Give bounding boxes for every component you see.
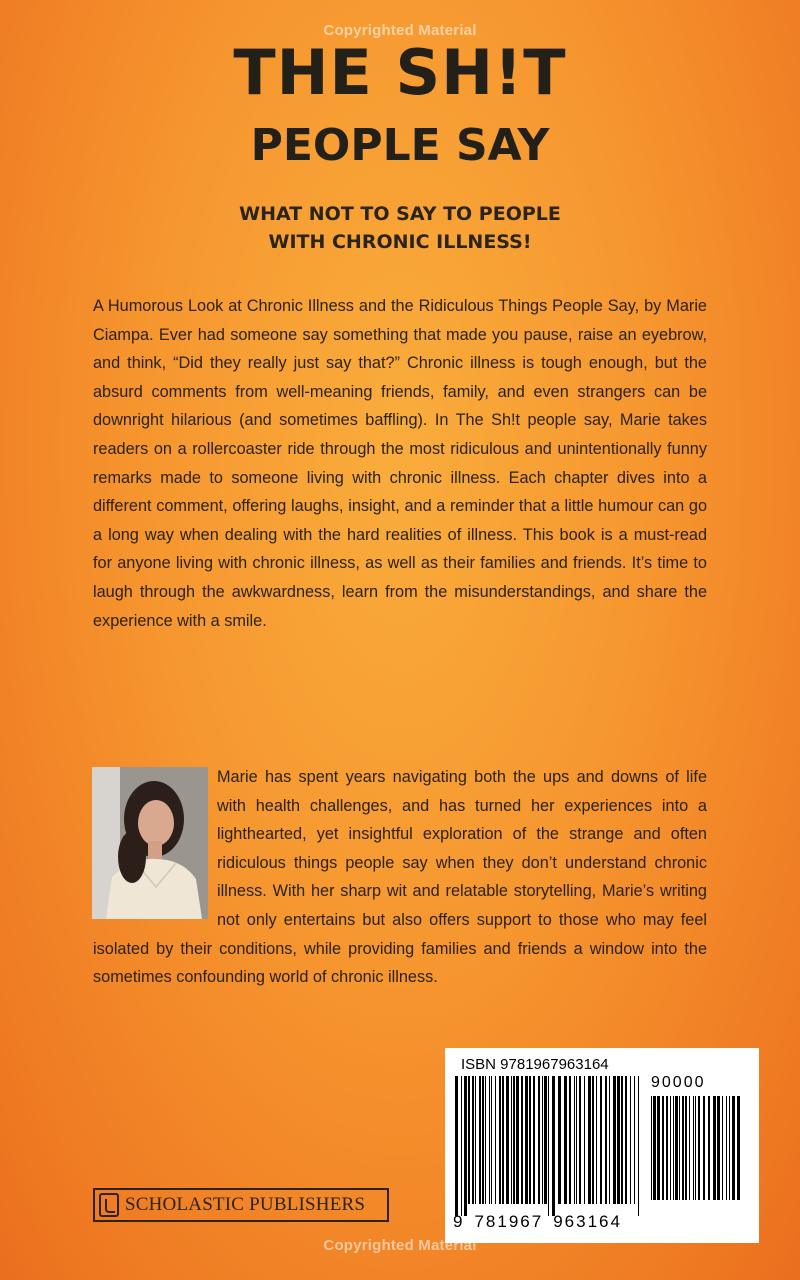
- barcode-bar: [638, 1076, 639, 1216]
- barcode-bar: [666, 1096, 668, 1200]
- subtitle-line-1: WHAT NOT TO SAY TO PEOPLE: [239, 203, 561, 225]
- barcode-bar: [689, 1096, 690, 1200]
- barcode-bar: [558, 1076, 561, 1204]
- barcode-bar: [499, 1076, 501, 1204]
- barcode-bar: [713, 1096, 716, 1200]
- barcode-bar: [482, 1076, 484, 1204]
- barcode-bar: [584, 1076, 585, 1204]
- publisher-name: SCHOLASTIC PUBLISHERS: [125, 1194, 366, 1215]
- barcode-bar: [634, 1076, 635, 1204]
- barcode-bar: [472, 1076, 474, 1204]
- barcode-bar: [662, 1096, 664, 1200]
- barcode-bar: [726, 1096, 727, 1200]
- author-bio-text: Marie has spent years navigating both the ups and downs of life with health challenges, and has turned her experiences into a lighthearted, yet insightful exploration of the strange and often ridiculous things people say when they don’t understand chronic illness. With her sharp wit and relatable storytelling, Marie’s writing not only entertains but also offers support to those who may feel isolated by their conditions, while providing families and friends a window into the sometimes confounding world of chronic illness.: [93, 768, 707, 987]
- barcode-bar: [533, 1076, 535, 1204]
- price-code: 90000: [651, 1074, 706, 1091]
- barcode-bar: [552, 1076, 555, 1216]
- barcode-bar: [621, 1076, 623, 1204]
- barcode-bar: [513, 1076, 515, 1204]
- barcode-bar: [574, 1076, 575, 1204]
- barcode-bar: [455, 1076, 458, 1216]
- watermark-bottom: Copyrighted Material: [323, 1237, 477, 1254]
- book-subtitle: [0, 200, 800, 256]
- barcode-bar: [506, 1076, 509, 1204]
- isbn-label: ISBN 9781967963164: [461, 1056, 609, 1073]
- barcode-bar: [613, 1076, 616, 1204]
- barcode-bar: [576, 1076, 577, 1204]
- isbn-barcode: [445, 1048, 759, 1243]
- barcode-bar: [732, 1096, 735, 1200]
- barcode-bar: [511, 1076, 512, 1204]
- barcode-bar: [521, 1076, 523, 1204]
- author-bio: [93, 763, 707, 992]
- barcode-bar: [673, 1096, 674, 1200]
- watermark-top: Copyrighted Material: [323, 22, 477, 39]
- barcode-bar: [737, 1096, 740, 1200]
- barcode-bar: [464, 1076, 467, 1216]
- isbn-digit-group-2: 963164: [553, 1212, 622, 1231]
- barcode-bar: [653, 1096, 656, 1200]
- barcode-bar: [525, 1076, 528, 1204]
- barcode-bar: [489, 1076, 490, 1204]
- barcode-bar: [685, 1096, 687, 1200]
- barcode-bar: [495, 1076, 496, 1204]
- barcode-bar: [729, 1096, 730, 1200]
- barcode-bar: [538, 1076, 540, 1204]
- barcode-bar: [651, 1096, 652, 1200]
- barcode-bar: [695, 1096, 696, 1200]
- publisher-logo-icon: [99, 1193, 119, 1217]
- barcode-bar: [675, 1096, 678, 1200]
- barcode-bar: [670, 1096, 671, 1200]
- subtitle-line-2: WITH CHRONIC ILLNESS!: [268, 231, 532, 253]
- barcode-bar: [475, 1076, 476, 1204]
- barcode-bar: [625, 1076, 627, 1204]
- barcode-bar: [682, 1096, 684, 1200]
- barcode-bar: [703, 1096, 705, 1200]
- isbn-digit-prefix: 9: [453, 1212, 465, 1231]
- book-title-line-2: PEOPLE SAY: [250, 120, 550, 171]
- barcode-bar: [542, 1076, 543, 1204]
- barcode-bar: [569, 1076, 571, 1204]
- barcode-addon-bars: [651, 1096, 741, 1212]
- barcode-bar: [600, 1076, 602, 1204]
- barcode-bar: [657, 1096, 660, 1200]
- barcode-bar: [609, 1076, 610, 1204]
- barcode-bar: [617, 1076, 620, 1204]
- barcode-bar: [548, 1076, 549, 1216]
- isbn-digit-group-1: 781967: [474, 1212, 544, 1231]
- barcode-bar: [564, 1076, 567, 1204]
- barcode-bar: [485, 1076, 486, 1204]
- barcode-bar: [605, 1076, 607, 1204]
- barcode-bar: [679, 1096, 680, 1200]
- barcode-bars: [455, 1076, 643, 1216]
- barcode-bar: [516, 1076, 519, 1204]
- barcode-bar: [468, 1076, 470, 1204]
- barcode-bar: [588, 1076, 591, 1204]
- barcode-bar: [529, 1076, 531, 1204]
- barcode-bar: [502, 1076, 504, 1204]
- barcode-bar: [693, 1096, 694, 1200]
- barcode-bar: [596, 1076, 597, 1204]
- barcode-bar: [717, 1096, 720, 1200]
- barcode-bar: [722, 1096, 723, 1200]
- barcode-bar: [461, 1076, 462, 1216]
- barcode-bar: [479, 1076, 481, 1204]
- barcode-bar: [491, 1076, 492, 1204]
- bio-photo-spacer: [93, 763, 217, 933]
- book-title-line-1: THE SH!T: [233, 36, 567, 109]
- barcode-bar: [698, 1096, 700, 1200]
- barcode-bar: [592, 1076, 594, 1204]
- publisher-logo: [93, 1188, 389, 1222]
- barcode-bar: [630, 1076, 631, 1204]
- isbn-digits: [453, 1212, 643, 1232]
- barcode-bar: [579, 1076, 581, 1204]
- barcode-bar: [544, 1076, 547, 1204]
- book-blurb: A Humorous Look at Chronic Illness and the Ridiculous Things People Say, by Marie Ciampa. Ever had someone say something that made you pause, raise an eyebrow, and think, “Did they really just say that?” Chronic illness is tough enough, but the absurd comments from well-meaning friends, family, and even strangers can be downright hilarious (and sometimes baffling). In The Sh!t people say, Marie takes readers on a rollercoaster ride through the most ridiculous and unintentionally funny remarks made to someone living with chronic illness. Each chapter dives into a different comment, offering laughs, insight, and a reminder that a little humour can go a long way when dealing with the hard realities of illness. This book is a must-read for anyone living with chronic illness, as well as their families and friends. It’s time to laugh through the awkwardness, learn from the misunderstandings, and share the experience with a smile.: [93, 297, 707, 630]
- barcode-bar: [708, 1096, 710, 1200]
